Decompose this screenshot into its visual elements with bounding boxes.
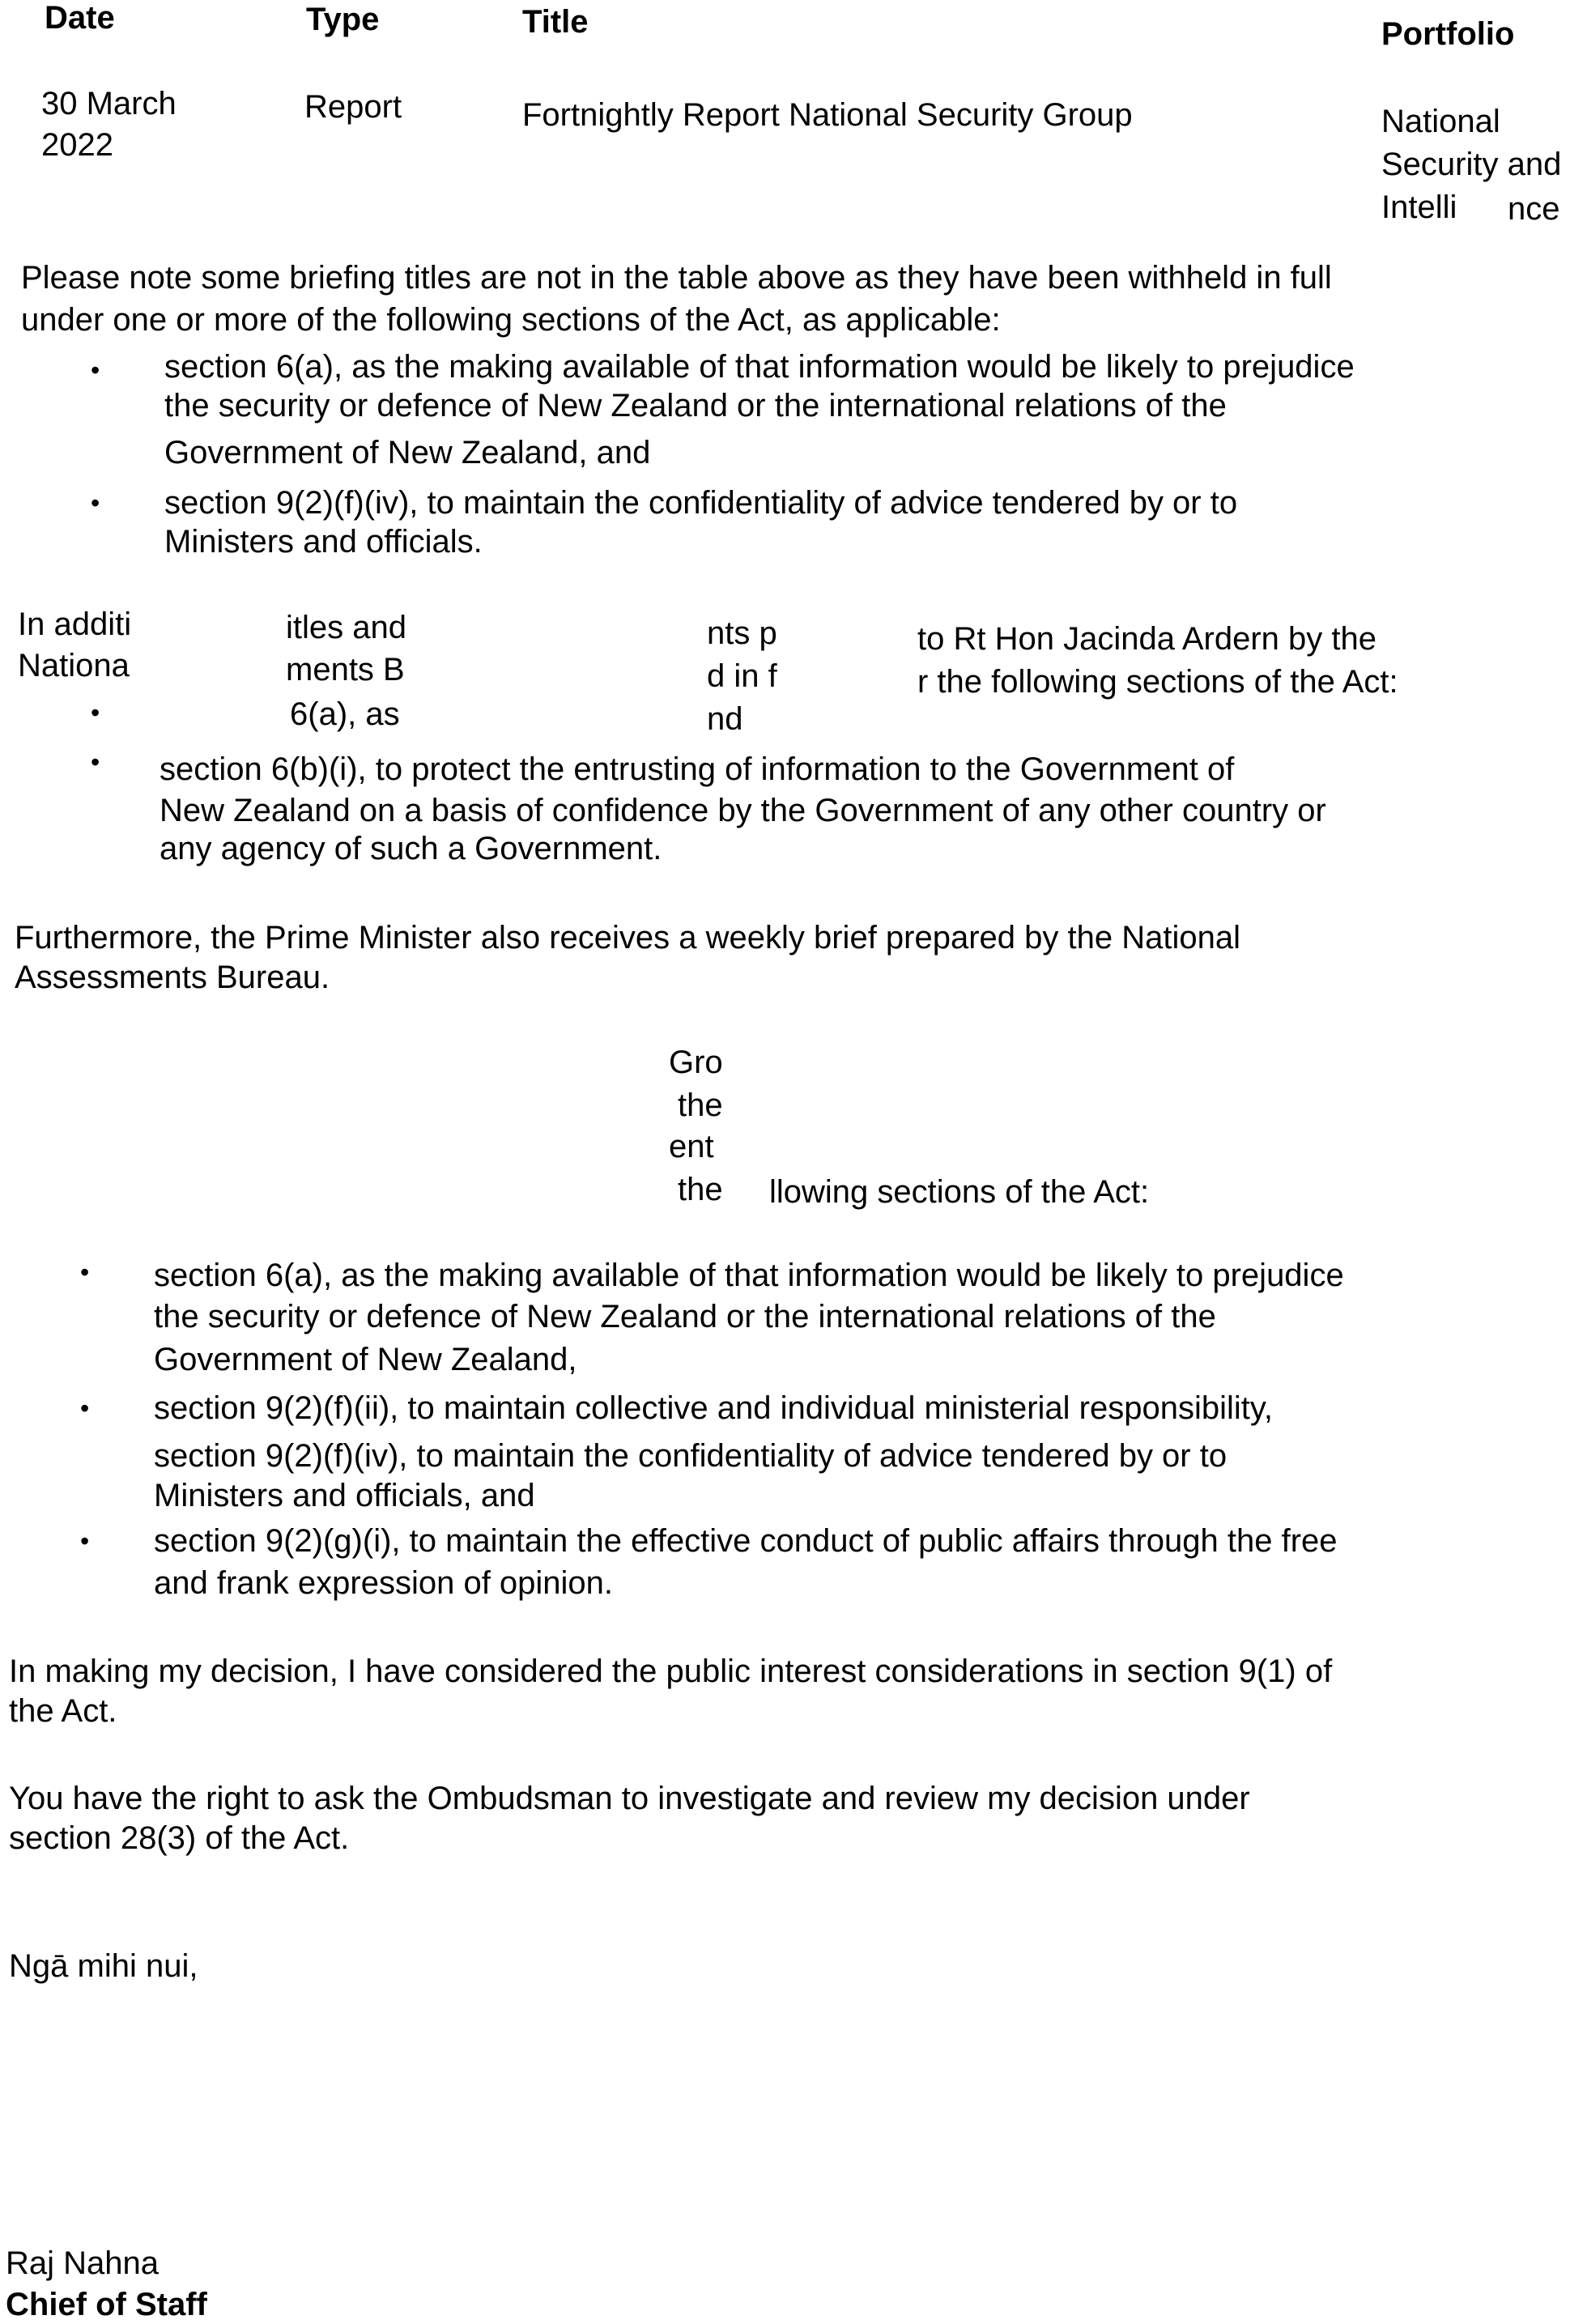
- redacted-fragment: 6(a), as: [290, 696, 400, 732]
- redacted-fragment: nd: [707, 701, 743, 737]
- list-item: Ministers and officials, and: [154, 1478, 535, 1513]
- list-item: Government of New Zealand, and: [164, 435, 651, 470]
- list-item: section 9(2)(f)(iv), to maintain the confidentiality of advice tendered by or to: [154, 1438, 1227, 1474]
- paragraph-line: Assessments Bureau.: [15, 960, 330, 995]
- bullet-icon: •: [91, 747, 100, 777]
- list-item: section 9(2)(f)(iv), to maintain the confidentiality of advice tendered by or to: [164, 485, 1238, 521]
- list-item: Ministers and officials.: [164, 524, 483, 560]
- paragraph-line: In making my decision, I have considered the public interest considerations in section 9(1) of: [9, 1654, 1333, 1689]
- signatory-name: Raj Nahna: [6, 2245, 160, 2281]
- cell-date: 30 March: [41, 86, 177, 121]
- bullet-icon: •: [91, 698, 100, 727]
- cell-date-year: 2022: [41, 127, 113, 163]
- redacted-fragment: d in f: [707, 658, 777, 694]
- bullet-icon: •: [91, 488, 100, 517]
- cell-portfolio: Security and: [1381, 147, 1562, 182]
- list-item: section 9(2)(g)(i), to maintain the effective conduct of public affairs through the free: [154, 1523, 1338, 1559]
- cell-type: Report: [304, 89, 402, 125]
- list-item: the security or defence of New Zealand or the international relations of the: [164, 388, 1227, 424]
- redacted-fragment: nts p: [707, 615, 777, 651]
- cell-portfolio: nce: [1508, 191, 1560, 227]
- paragraph-line: the Act.: [9, 1693, 117, 1729]
- cell-portfolio: Intelli: [1381, 189, 1457, 225]
- column-header-title: Title: [522, 4, 589, 40]
- redacted-fragment: llowing sections of the Act:: [769, 1174, 1150, 1210]
- paragraph-line: under one or more of the following sections of the Act, as applicable:: [21, 302, 1001, 338]
- redacted-fragment: the: [678, 1172, 723, 1207]
- list-item: section 6(a), as the making available of that information would be likely to prejudice: [164, 349, 1355, 385]
- column-header-portfolio: Portfolio: [1381, 16, 1515, 52]
- redacted-fragment: r the following sections of the Act:: [917, 664, 1398, 700]
- cell-title: Fortnightly Report National Security Group: [522, 97, 1133, 133]
- list-item: any agency of such a Government.: [160, 831, 662, 866]
- cell-portfolio: National: [1381, 104, 1500, 139]
- redacted-fragment: Nationa: [18, 648, 130, 683]
- list-item: the security or defence of New Zealand or the international relations of the: [154, 1299, 1216, 1334]
- list-item: section 9(2)(f)(ii), to maintain collective and individual ministerial responsibility,: [154, 1390, 1274, 1426]
- redacted-fragment: the: [678, 1088, 723, 1123]
- redacted-fragment: itles and: [286, 610, 406, 645]
- paragraph-line: You have the right to ask the Ombudsman to investigate and review my decision under: [9, 1781, 1250, 1816]
- redacted-fragment: In additi: [18, 607, 132, 642]
- bullet-icon: •: [91, 355, 100, 385]
- bullet-icon: •: [80, 1526, 90, 1556]
- list-item: and frank expression of opinion.: [154, 1565, 614, 1601]
- paragraph-line: section 28(3) of the Act.: [9, 1820, 350, 1856]
- redacted-fragment: Gro: [669, 1045, 723, 1080]
- column-header-type: Type: [306, 2, 380, 37]
- closing: Ngā mihi nui,: [9, 1948, 198, 1984]
- bullet-icon: •: [80, 1258, 90, 1287]
- signatory-title: Chief of Staff: [6, 2287, 207, 2322]
- list-item: Government of New Zealand,: [154, 1342, 577, 1377]
- list-item: section 6(a), as the making available of that information would be likely to prejudice: [154, 1258, 1344, 1293]
- column-header-date: Date: [45, 0, 115, 36]
- bullet-icon: •: [80, 1394, 90, 1423]
- paragraph-line: Furthermore, the Prime Minister also receives a weekly brief prepared by the National: [15, 920, 1240, 956]
- redacted-fragment: to Rt Hon Jacinda Ardern by the: [917, 621, 1376, 657]
- list-item: New Zealand on a basis of confidence by the Government of any other country or: [160, 793, 1326, 828]
- redacted-fragment: ent: [669, 1129, 714, 1164]
- list-item: section 6(b)(i), to protect the entrusting of information to the Government of: [160, 751, 1235, 787]
- paragraph-line: Please note some briefing titles are not in the table above as they have been withheld in full: [21, 260, 1332, 296]
- redacted-fragment: ments B: [286, 652, 405, 687]
